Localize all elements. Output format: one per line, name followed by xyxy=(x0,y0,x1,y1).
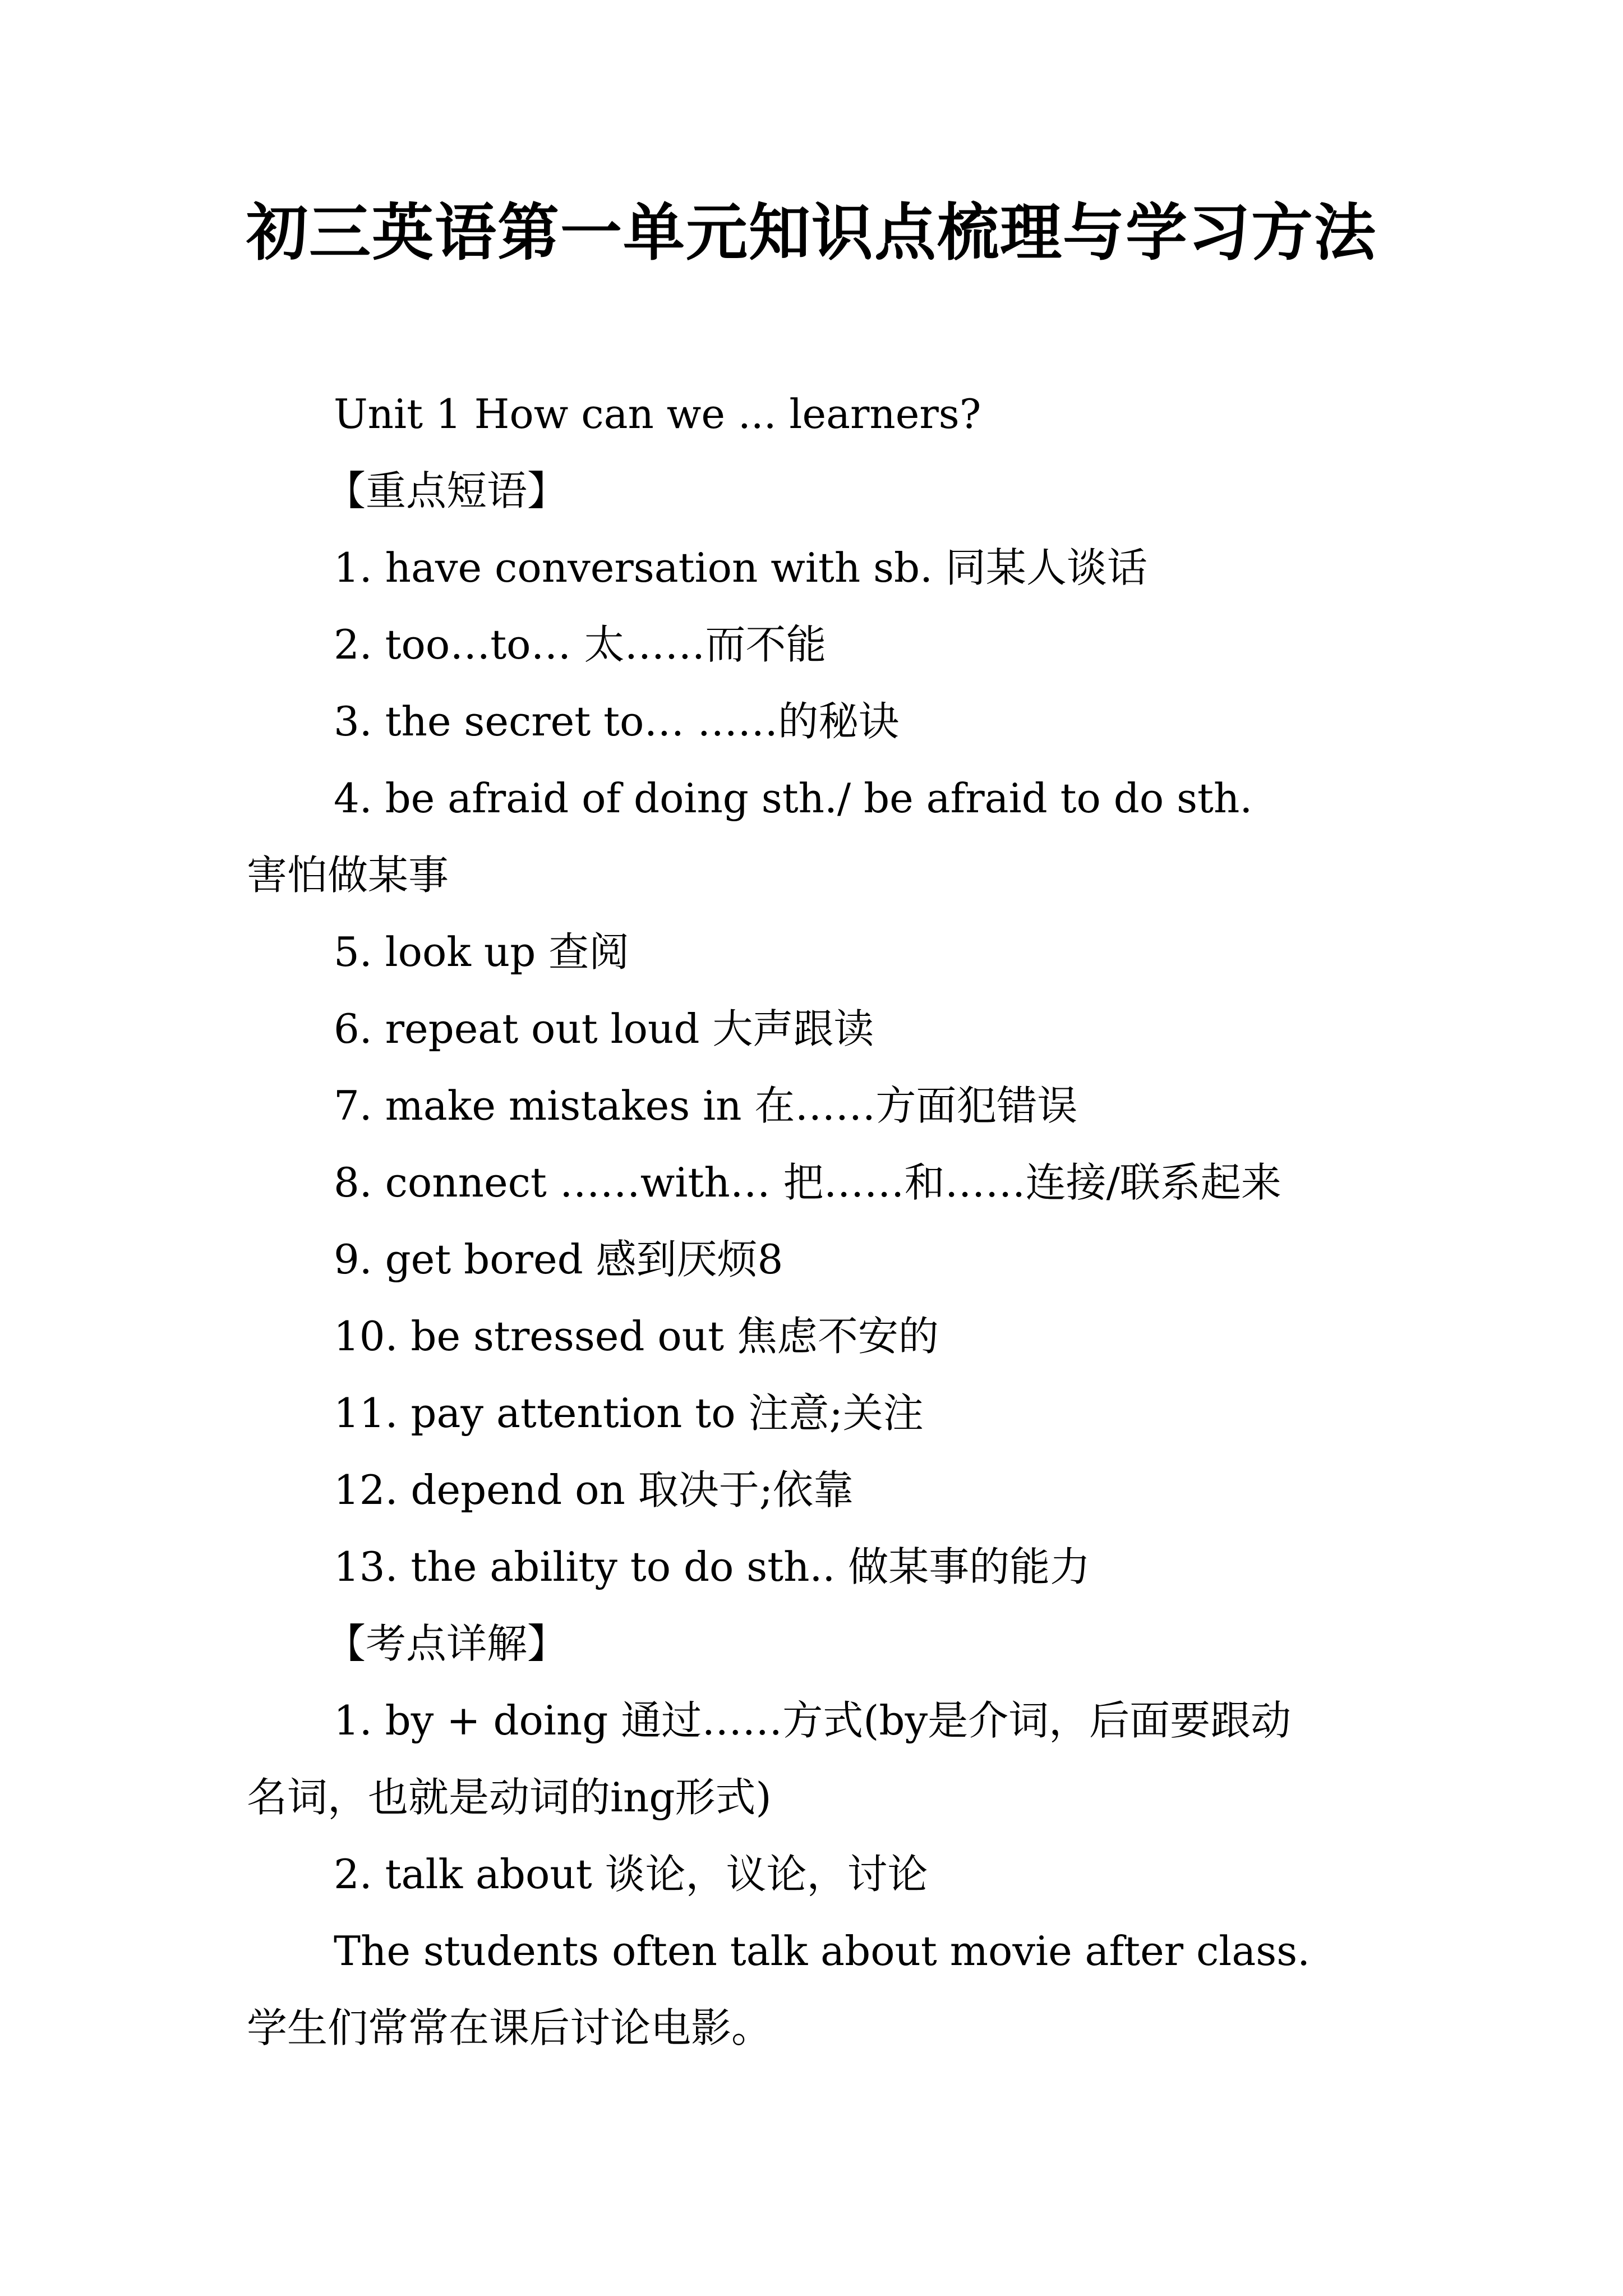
phrase-line: 12. depend on 取决于;依靠 xyxy=(334,1466,854,1513)
example-sentence: The students often talk about movie after class. xyxy=(334,1927,1311,1975)
section-heading-phrases: 【重点短语】 xyxy=(325,467,568,514)
point-line: 1. by + doing 通过……方式(by是介词，后面要跟动 xyxy=(334,1697,1292,1744)
phrase-line: 11. pay attention to 注意;关注 xyxy=(334,1389,924,1437)
unit-heading: Unit 1 How can we ... learners? xyxy=(334,390,981,438)
phrase-line: 6. repeat out loud 大声跟读 xyxy=(334,1005,874,1052)
phrase-line: 5. look up 查阅 xyxy=(334,928,630,976)
phrase-line: 8. connect ……with… 把……和……连接/联系起来 xyxy=(334,1159,1281,1206)
document-body xyxy=(247,376,1402,2067)
point-line: 2. talk about 谈论，议论，讨论 xyxy=(334,1851,928,1898)
section-heading-points: 【考点详解】 xyxy=(325,1620,568,1667)
phrase-line: 7. make mistakes in 在……方面犯错误 xyxy=(334,1082,1078,1129)
phrase-line: 1. have conversation with sb. 同某人谈话 xyxy=(334,544,1147,591)
example-translation: 学生们常常在课后讨论电影。 xyxy=(247,2004,772,2051)
phrase-line-continuation: 害怕做某事 xyxy=(247,852,449,899)
document-title: 初三英语第一单元知识点梳理与学习方法 xyxy=(246,196,1377,269)
phrase-line: 2. too…to… 太……而不能 xyxy=(334,621,827,668)
phrase-line: 13. the ability to do sth.. 做某事的能力 xyxy=(334,1543,1091,1590)
phrase-line: 9. get bored 感到厌烦8 xyxy=(334,1236,783,1283)
phrase-line: 3. the secret to… ……的秘诀 xyxy=(334,698,900,745)
phrase-line: 4. be afraid of doing sth./ be afraid to do sth. xyxy=(334,775,1253,822)
point-line-continuation: 名词，也就是动词的ing形式) xyxy=(247,1774,772,1821)
phrase-line: 10. be stressed out 焦虑不安的 xyxy=(334,1313,939,1360)
